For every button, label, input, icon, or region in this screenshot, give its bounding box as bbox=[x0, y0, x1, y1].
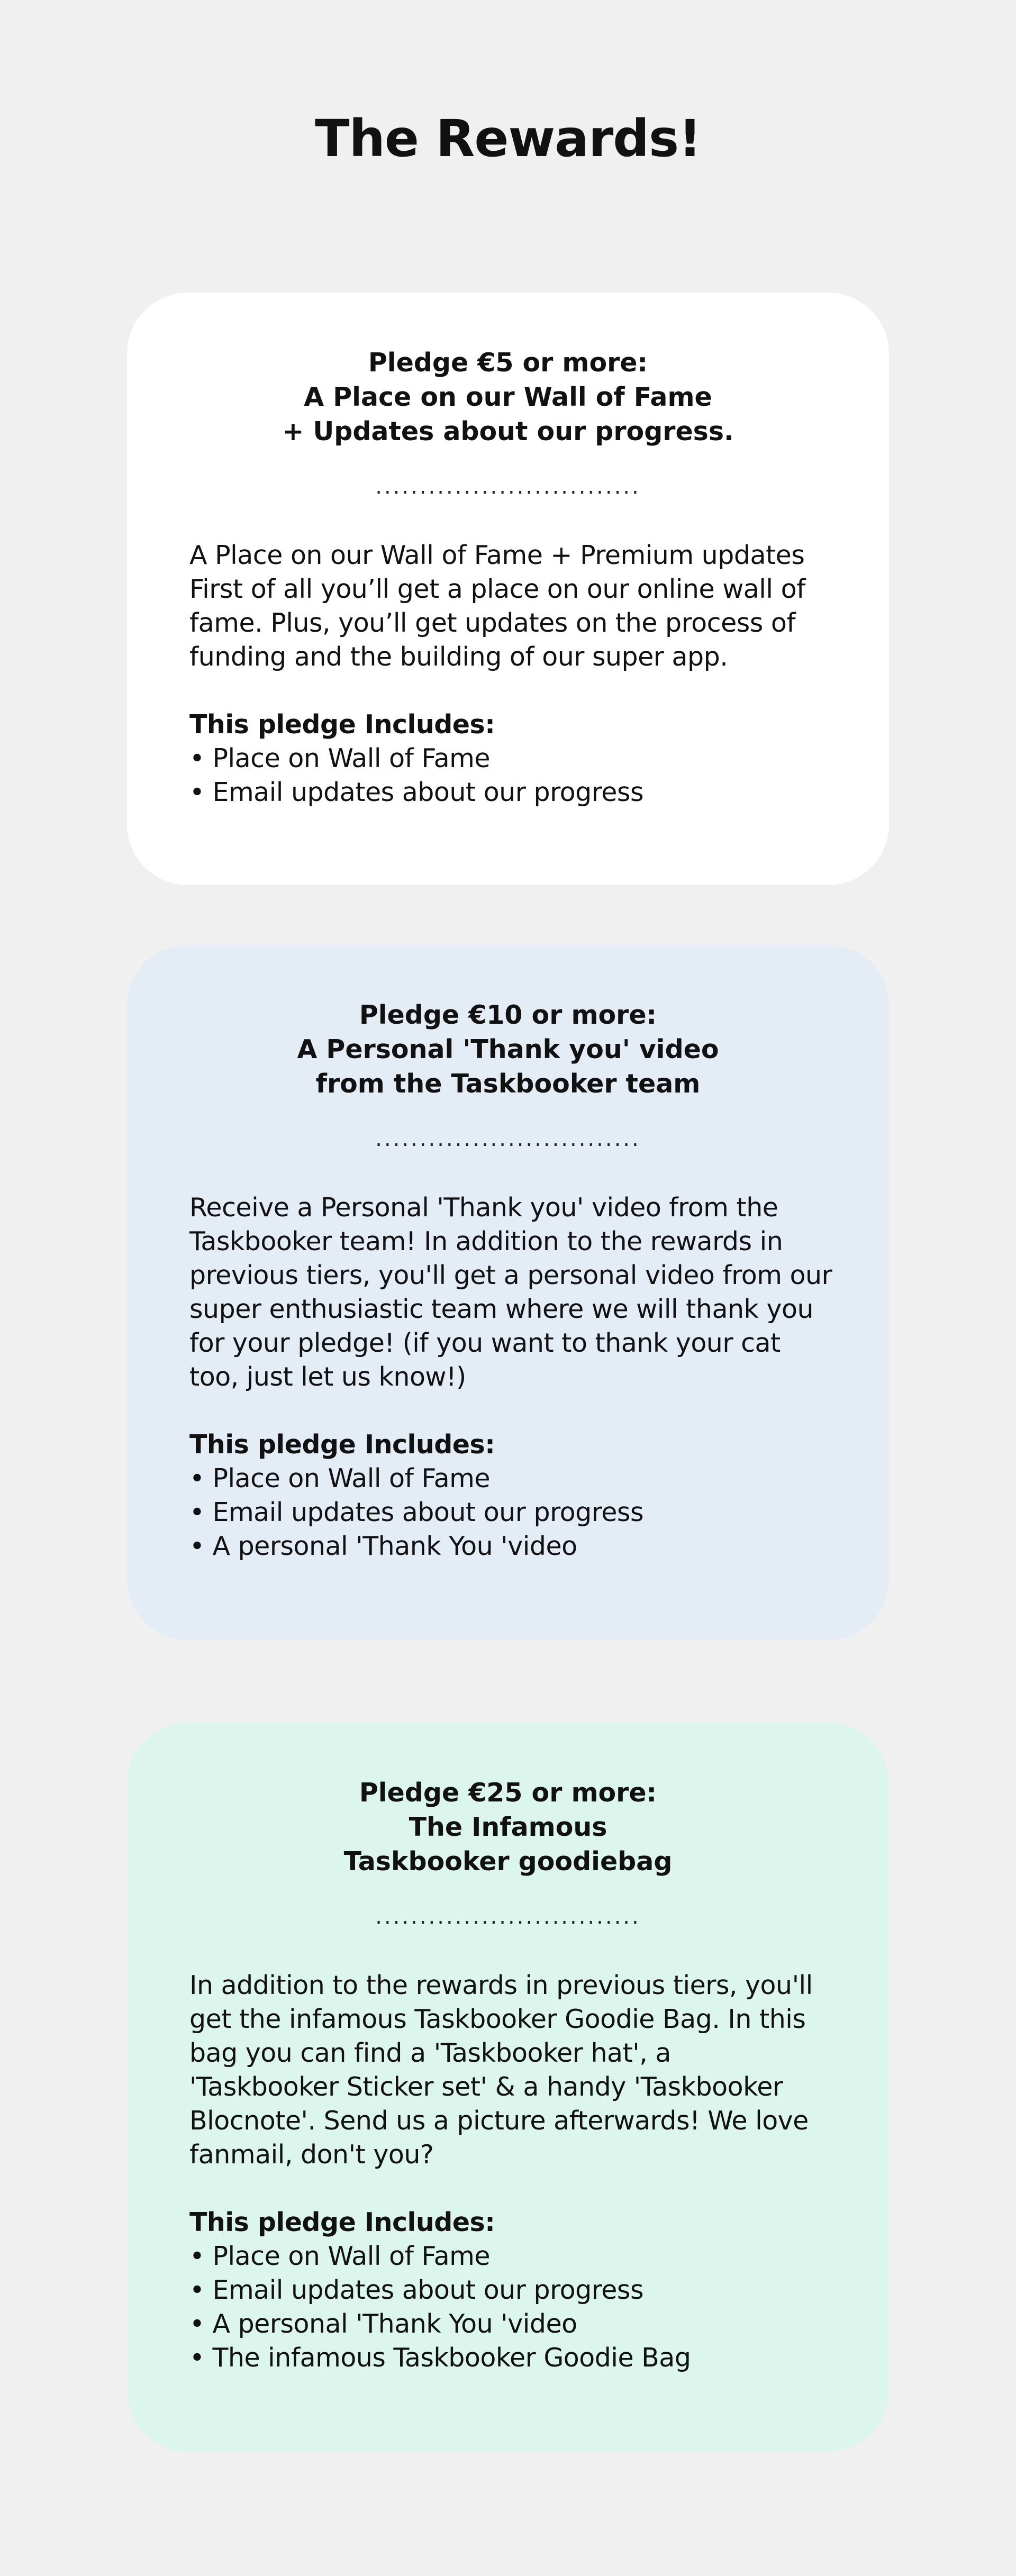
list-item: • Place on Wall of Fame bbox=[189, 1463, 490, 1494]
includes-list bbox=[189, 2240, 827, 2375]
includes-list bbox=[189, 1462, 827, 1563]
list-item: • Email updates about our progress bbox=[189, 777, 643, 807]
description-line: Taskbooker team! In addition to the rewards in bbox=[189, 1226, 783, 1257]
includes-heading: This pledge Includes: bbox=[189, 2207, 495, 2237]
description-line: previous tiers, you'll get a personal video from our bbox=[189, 1260, 832, 1290]
list-item: • The infamous Taskbooker Goodie Bag bbox=[189, 2343, 691, 2373]
list-item: • Email updates about our progress bbox=[189, 1497, 643, 1527]
pledge-amount: Pledge €10 or more: bbox=[359, 1000, 657, 1030]
dotted-divider: .............................. bbox=[375, 1905, 641, 1929]
description-line: funding and the building of our super app. bbox=[189, 642, 728, 672]
reward-heading bbox=[189, 1776, 827, 1879]
description-line: First of all you’ll get a place on our online wall of bbox=[189, 574, 805, 604]
pledge-amount: Pledge €5 or more: bbox=[368, 348, 648, 378]
pledge-amount: Pledge €25 or more: bbox=[359, 1778, 657, 1808]
description-line: 'Taskbooker Sticker set' & a handy 'Taskbooker bbox=[189, 2072, 783, 2102]
dotted-divider: .............................. bbox=[375, 475, 641, 499]
reward-heading bbox=[189, 345, 827, 449]
reward-name-line-2: + Updates about our progress. bbox=[282, 416, 734, 447]
reward-name: A Personal 'Thank you' video bbox=[297, 1034, 719, 1064]
reward-card-5-euro bbox=[127, 293, 889, 885]
list-item: • A personal 'Thank You 'video bbox=[189, 1531, 577, 1561]
page-title: The Rewards! bbox=[315, 109, 701, 168]
description-line: Receive a Personal 'Thank you' video from the bbox=[189, 1193, 778, 1223]
reward-description bbox=[189, 1191, 832, 1394]
list-item: • A personal 'Thank You 'video bbox=[189, 2309, 577, 2339]
reward-card-10-euro bbox=[127, 945, 889, 1640]
reward-name-line-2: Taskbooker goodiebag bbox=[343, 1846, 673, 1877]
reward-name-line-2: from the Taskbooker team bbox=[315, 1069, 701, 1099]
reward-name: The Infamous bbox=[409, 1812, 607, 1842]
description-line: for your pledge! (if you want to thank your cat bbox=[189, 1328, 781, 1358]
description-line: get the infamous Taskbooker Goodie Bag. In this bbox=[189, 2004, 806, 2034]
reward-name: A Place on our Wall of Fame bbox=[304, 382, 712, 412]
description-line: bag you can find a 'Taskbooker hat', a bbox=[189, 2038, 671, 2068]
includes-heading: This pledge Includes: bbox=[189, 1430, 495, 1460]
list-item: • Place on Wall of Fame bbox=[189, 743, 490, 773]
description-line: Blocnote'. Send us a picture afterwards! We love bbox=[189, 2106, 809, 2136]
description-line: super enthusiastic team where we will thank you bbox=[189, 1294, 814, 1324]
list-item: • Email updates about our progress bbox=[189, 2275, 643, 2305]
reward-description bbox=[189, 1969, 827, 2172]
dotted-divider: .............................. bbox=[375, 1127, 641, 1151]
description-line: fanmail, don't you? bbox=[189, 2140, 434, 2170]
reward-description bbox=[189, 539, 827, 674]
description-line: A Place on our Wall of Fame + Premium updates bbox=[189, 540, 805, 570]
includes-heading: This pledge Includes: bbox=[189, 709, 495, 740]
reward-heading bbox=[189, 998, 827, 1101]
description-line: too, just let us know!) bbox=[189, 1362, 466, 1392]
reward-card-25-euro bbox=[127, 1723, 889, 2452]
description-line: fame. Plus, you’ll get updates on the process of bbox=[189, 608, 796, 638]
includes-list bbox=[189, 742, 827, 809]
list-item: • Place on Wall of Fame bbox=[189, 2241, 490, 2271]
description-line: In addition to the rewards in previous tiers, you'll bbox=[189, 1970, 813, 2000]
